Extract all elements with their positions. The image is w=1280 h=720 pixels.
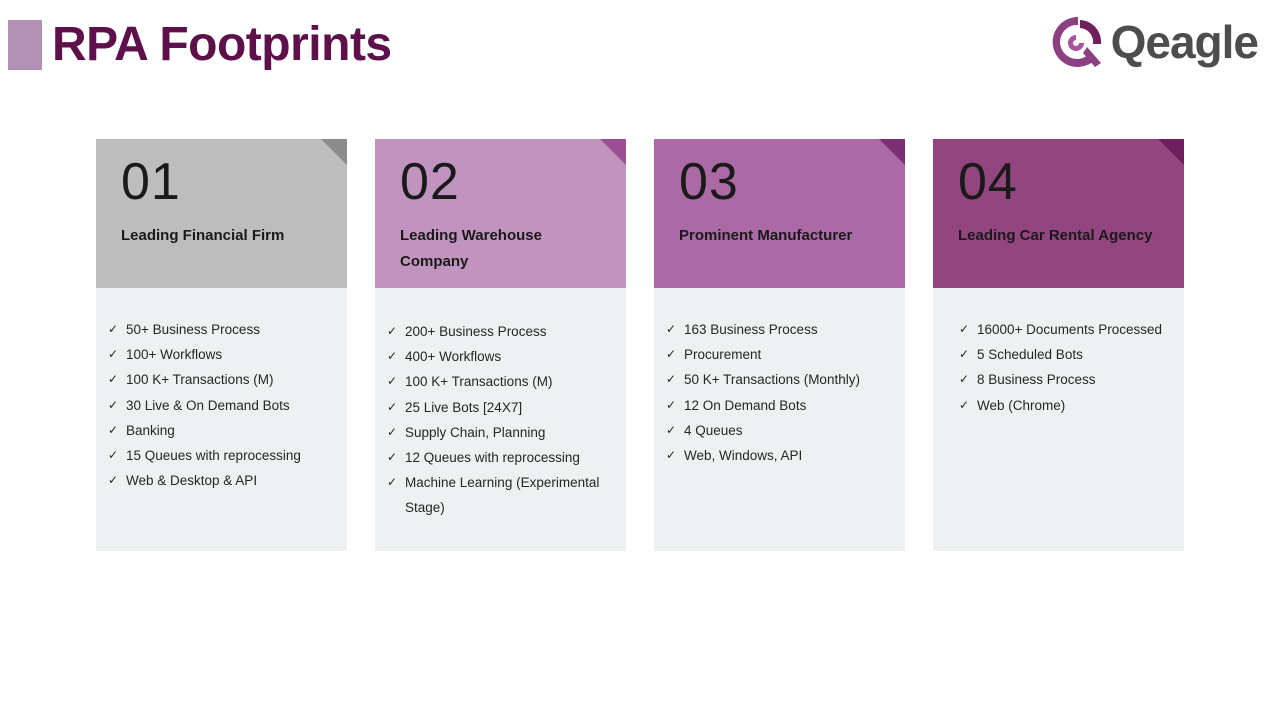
check-icon: ✓ (666, 448, 677, 463)
list-item (666, 443, 902, 468)
card-02-header (375, 139, 626, 288)
list-item (387, 395, 623, 420)
corner-fold-icon (600, 139, 626, 165)
list-item-label: 100 K+ Transactions (M) (126, 372, 274, 388)
card-04[interactable] (933, 139, 1184, 551)
card-02-number: 02 (400, 153, 460, 211)
list-item-label: Web (Chrome) (977, 397, 1066, 413)
check-icon: ✓ (666, 372, 677, 387)
check-icon: ✓ (387, 450, 398, 465)
check-icon: ✓ (387, 399, 398, 414)
list-item (959, 367, 1174, 392)
card-03-number: 03 (679, 153, 739, 211)
list-item-label: 8 Business Process (977, 372, 1096, 388)
check-icon: ✓ (387, 424, 398, 439)
check-icon: ✓ (108, 473, 119, 488)
list-item (108, 443, 344, 468)
card-03-header (654, 139, 905, 288)
card-01-subtitle: Leading Financial Firm (121, 227, 285, 244)
list-item-label: 15 Queues with reprocessing (126, 448, 301, 464)
list-item (108, 342, 344, 367)
list-item (387, 344, 623, 369)
list-item-label: Web & Desktop & API (126, 473, 258, 489)
card-04-number: 04 (958, 153, 1018, 211)
card-01-list (108, 317, 344, 493)
card-03[interactable] (654, 139, 905, 551)
check-icon: ✓ (108, 397, 119, 412)
list-item (108, 367, 344, 392)
card-02-list (387, 319, 623, 521)
corner-fold-icon (1158, 139, 1184, 165)
card-04-subtitle: Leading Car Rental Agency (958, 227, 1153, 244)
corner-fold-icon (879, 139, 905, 165)
list-item (108, 393, 344, 418)
card-04-list (959, 317, 1174, 418)
logo-wordmark: Qeagle (1110, 16, 1258, 68)
list-item-label: 100+ Workflows (126, 347, 223, 363)
list-item (666, 393, 902, 418)
check-icon: ✓ (666, 422, 677, 437)
list-item (108, 468, 344, 493)
cards-container (96, 139, 1184, 551)
check-icon: ✓ (666, 397, 677, 412)
check-icon: ✓ (959, 372, 970, 387)
card-01-header (96, 139, 347, 288)
check-icon: ✓ (387, 475, 398, 490)
list-item-label: Banking (126, 422, 175, 438)
check-icon: ✓ (108, 448, 119, 463)
check-icon: ✓ (108, 322, 119, 336)
list-item-label: 5 Scheduled Bots (977, 347, 1083, 363)
list-item-label: 4 Queues (684, 422, 743, 438)
check-icon: ✓ (387, 374, 398, 389)
list-item-label: 163 Business Process (684, 322, 818, 337)
check-icon: ✓ (108, 422, 119, 437)
list-item (959, 317, 1174, 342)
check-icon: ✓ (666, 322, 677, 336)
list-item (666, 317, 902, 342)
card-01[interactable] (96, 139, 347, 551)
list-item (959, 342, 1174, 367)
card-04-header (933, 139, 1184, 288)
list-item-label: 25 Live Bots [24X7] (405, 399, 523, 415)
check-icon: ✓ (108, 372, 119, 387)
list-item-label: 50 K+ Transactions (Monthly) (684, 372, 860, 388)
slide-header (0, 0, 1280, 100)
list-item-label: 50+ Business Process (126, 322, 260, 337)
page-title: RPA Footprints (52, 18, 392, 71)
list-item-label: Supply Chain, Planning (405, 424, 546, 440)
card-03-subtitle: Prominent Manufacturer (679, 227, 853, 244)
check-icon: ✓ (387, 349, 398, 364)
list-item-label: Machine Learning (Experimental Stage) (405, 475, 600, 516)
list-item (666, 418, 902, 443)
check-icon: ✓ (108, 347, 119, 362)
list-item-label: Procurement (684, 347, 762, 363)
list-item-label: Web, Windows, API (684, 448, 803, 464)
card-01-number: 01 (121, 153, 181, 211)
list-item (666, 367, 902, 392)
list-item-label: 16000+ Documents Processed (977, 322, 1162, 337)
list-item (387, 420, 623, 445)
list-item (387, 445, 623, 470)
check-icon: ✓ (959, 397, 970, 412)
list-item (108, 317, 344, 342)
card-02-subtitle: Leading Warehouse Company (400, 227, 542, 270)
list-item-label: 400+ Workflows (405, 349, 502, 365)
list-item-label: 30 Live & On Demand Bots (126, 397, 290, 413)
list-item-label: 12 Queues with reprocessing (405, 450, 580, 466)
list-item-label: 100 K+ Transactions (M) (405, 374, 553, 390)
check-icon: ✓ (387, 324, 398, 338)
check-icon: ✓ (959, 347, 970, 362)
list-item (666, 342, 902, 367)
check-icon: ✓ (666, 347, 677, 362)
list-item (387, 319, 623, 344)
card-02[interactable] (375, 139, 626, 551)
title-accent-bar (8, 20, 42, 70)
list-item (959, 393, 1174, 418)
list-item-label: 200+ Business Process (405, 324, 547, 339)
check-icon: ✓ (959, 322, 970, 336)
qeagle-swirl-logo-icon (1049, 13, 1107, 71)
corner-fold-icon (321, 139, 347, 165)
card-03-list (666, 317, 902, 468)
list-item (108, 418, 344, 443)
list-item-label: 12 On Demand Bots (684, 397, 807, 413)
list-item (387, 470, 623, 520)
brand-logo (1049, 12, 1258, 72)
list-item (387, 369, 623, 394)
